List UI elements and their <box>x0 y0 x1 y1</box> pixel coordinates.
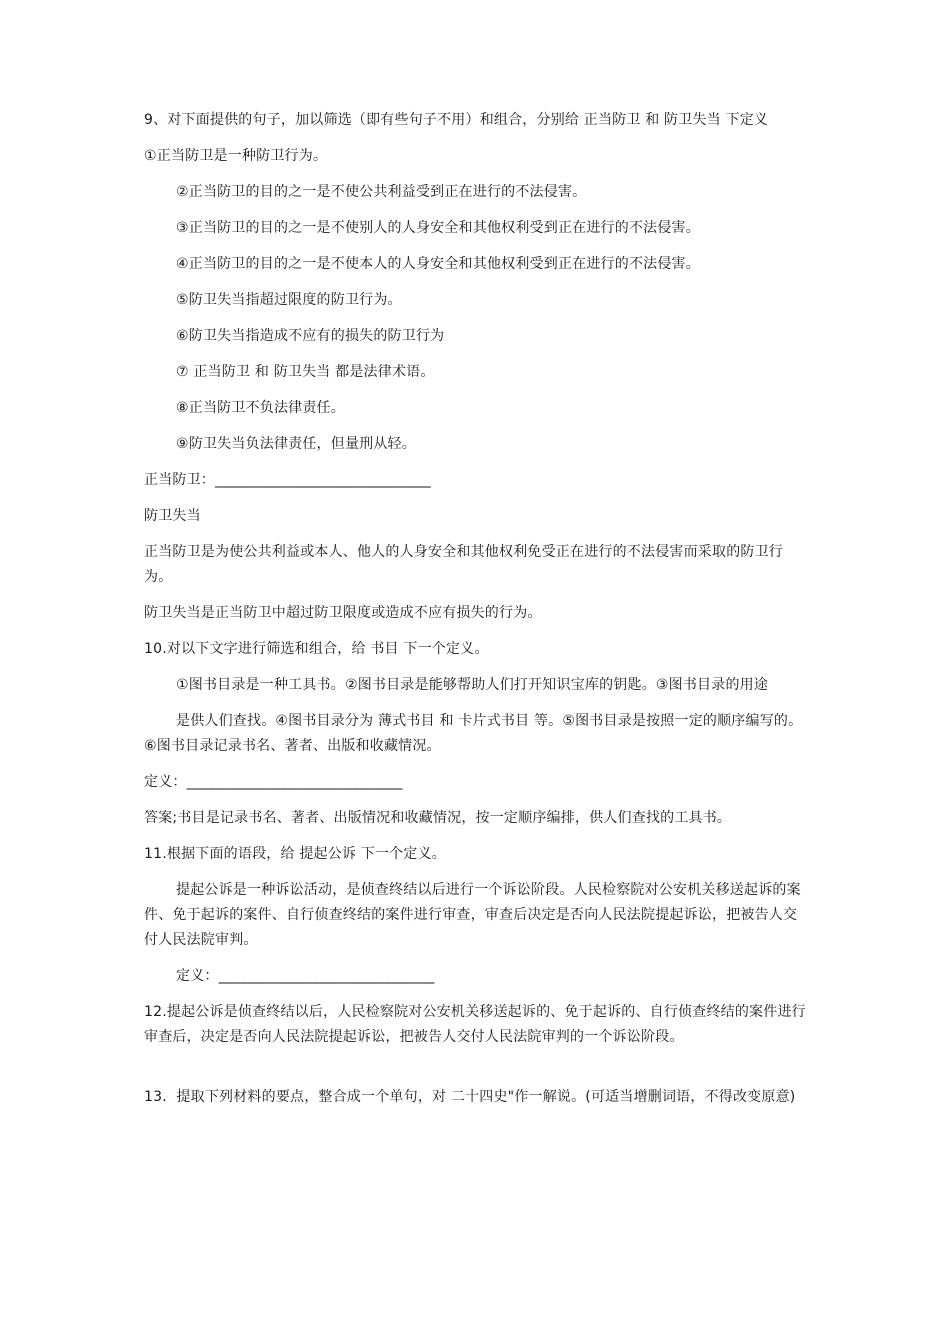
q10-answer: 答案;书目是记录书名、著者、出版情况和收藏情况，按一定顺序编排，供人们查找的工具书。 <box>144 810 732 826</box>
q9-item-7: ⑦ 正当防卫 和 防卫失当 都是法律术语。 <box>176 364 435 380</box>
q9-item-9: ⑨防卫失当负法律责任，但量刑从轻。 <box>176 436 416 452</box>
q11-def-blank[interactable]: ______________________________ <box>218 968 435 984</box>
q11-paragraph: 提起公诉是一种诉讼活动，是侦查终结以后进行一个诉讼阶段。人民检察院对公安机关移送起诉的案件、免于起诉的案件、自行侦查终结的案件进行审查，审查后决定是否向人民法院提起诉讼，把被告人交付人民法院审判。 <box>144 882 801 948</box>
q9-item-8: ⑧正当防卫不负法律责任。 <box>176 400 345 416</box>
q9-label-2: 防卫失当 <box>144 508 201 524</box>
q9-blank-1[interactable]: ______________________________ <box>215 472 431 488</box>
q9-item-3: ③正当防卫的目的之一是不使别人的人身安全和其他权利受到正在进行的不法侵害。 <box>176 220 700 236</box>
q10-definition-line <box>144 770 808 795</box>
q9-item-1: ①正当防卫是一种防卫行为。 <box>144 148 328 164</box>
q9-answer-2: 防卫失当是正当防卫中超过防卫限度或造成不应有损失的行为。 <box>144 605 542 621</box>
q9-item-6: ⑥防卫失当指造成不应有的损失的防卫行为 <box>176 328 445 344</box>
q10-def-label: 定义： <box>144 774 187 790</box>
q9-item-2: ②正当防卫的目的之一是不使公共利益受到正在进行的不法侵害。 <box>176 184 587 200</box>
q9-blank-line-1 <box>144 468 808 493</box>
q11-def-label: 定义： <box>176 968 219 984</box>
q10-paragraph-2: 是供人们查找。④图书目录分为 薄式书目 和 卡片式书目 等。⑤图书目录是按照一定的顺序编写的。⑥图书目录记录书名、著者、出版和收藏情况。 <box>144 713 803 754</box>
q9-answer-1: 正当防卫是为使公共利益或本人、他人的人身安全和其他权利免受正在进行的不法侵害而采取的防卫行为。 <box>144 544 783 585</box>
question-13-stem: 13．提取下列材料的要点，整合成一个单句，对 二十四史"作一解说。(可适当增删词语，不得改变原意) <box>144 1089 796 1105</box>
question-12-text: 12.提起公诉是侦查终结以后，人民检察院对公安机关移送起诉的、免于起诉的、自行侦查终结的案件进行审查后，决定是否向人民法院提起诉讼，把被告人交付人民法院审判的一个诉讼阶段。 <box>144 1004 806 1045</box>
q9-item-4: ④正当防卫的目的之一是不使本人的人身安全和其他权利受到正在进行的不法侵害。 <box>176 256 700 272</box>
q9-item-5: ⑤防卫失当指超过限度的防卫行为。 <box>176 292 402 308</box>
document-page <box>144 108 808 1121</box>
q10-paragraph-1: ①图书目录是一种工具书。②图书目录是能够帮助人们打开知识宝库的钥匙。③图书目录的用途 <box>176 677 769 693</box>
q9-label-1: 正当防卫： <box>144 472 215 488</box>
question-10-stem: 10.对以下文字进行筛选和组合，给 书目 下一个定义。 <box>144 641 489 657</box>
q11-definition-line <box>144 964 808 989</box>
question-9-stem: 9、对下面提供的句子，加以筛选（即有些句子不用）和组合，分别给 正当防卫 和 防卫失当 下定义 <box>144 112 769 128</box>
question-11-stem: 11.根据下面的语段，给 提起公诉 下一个定义。 <box>144 846 446 862</box>
q10-def-blank[interactable]: ______________________________ <box>186 774 403 790</box>
